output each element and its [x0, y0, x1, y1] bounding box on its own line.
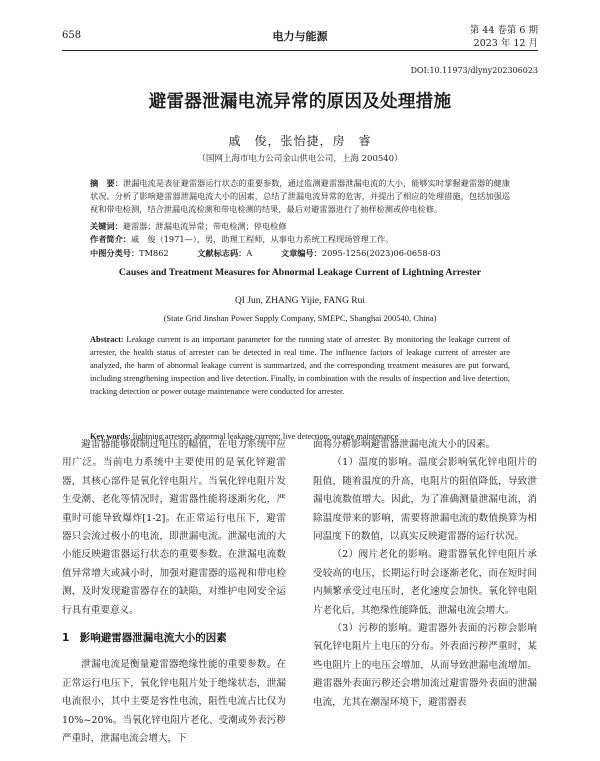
publication-date: 2023 年 12 月	[473, 38, 538, 49]
affiliation-en: (State Grid Jinshan Power Supply Company, SMEPC, Shanghai 200540, China)	[163, 313, 437, 323]
author-bio	[90, 233, 510, 246]
doi: DOI:10.11973/dlyny202306023	[410, 66, 538, 75]
body-paragraph: 泄漏电流是衡量避雷器绝缘性能的重要参数。在正常运行电压下，氧化锌电阻片处于绝缘状态，泄漏电流很小，其中主要是容性电流，阻性电流占比仅为 10%~20%。当氧化锌电阻片老化、受潮或外表污秽严重时，泄漏电流会增大，下	[62, 659, 286, 745]
header-rule	[62, 50, 538, 51]
article-number-value: 2095-1256(2023)06-0658-03	[321, 248, 441, 258]
body-paragraph: 面将分析影响避雷器泄漏电流大小的因素。	[313, 439, 496, 450]
body-column-left	[62, 436, 286, 749]
author-bio-text: 戚 俊（1971—），男，助理工程师，从事电力系统工程现场管理工作。	[130, 234, 394, 244]
keywords-en-label: Key words:	[90, 432, 131, 441]
body-paragraph: （1）温度的影响。温度会影响氧化锌电阻片的阻值，随着温度的升高，电阻片的阻值降低，导致泄漏电流数值增大。因此，为了准确测量泄漏电流，消除温度带来的影响，需要将泄漏电流的数值换算为相同温度下的数值，以真实反映避雷器的运行状况。	[313, 457, 537, 543]
abstract-cn	[90, 177, 510, 217]
clc-value: TM862	[139, 248, 169, 258]
doc-code-label: 文献标志码：	[197, 248, 247, 258]
keywords-cn-label: 关键词：	[90, 221, 123, 231]
body-paragraph: （3）污秽的影响。避雷器外表面的污秽会影响氧化锌电阻片上电压的分布。外表面污秽严重时，某些电阻片上的电压会增加，从而导致泄漏电流增加。避雷器外表面污秽还会增加流过避雷器外表面的泄漏电流，尤其在潮湿环境下，避雷器表	[313, 623, 537, 708]
affiliation-cn: （国网上海市电力公司金山供电公司，上海 200540）	[197, 154, 403, 164]
abstract-en-text: Leakage current is an important parameter for the running state of arrester. By monitoring the leakage current of arrester, the health status of arrester can be detected in real time. The influence factors of leakage current of arrester are analyzed, the harm of abnormal leakage current is summarized, and the corresponding treatment measures are put forward, including strengthening inspection and live detection. Finally, in combination with the results of inspection and live detection, tracking detection or power outage maintenance were conducted for arrester.	[90, 335, 510, 396]
authors-en: QI Jun, ZHANG Yijie, FANG Rui	[234, 296, 366, 306]
body-paragraph: （2）阀片老化的影响。避雷器氧化锌电阻片承受较高的电压，长期运行时会逐渐老化，而在短时间内频繁承受过电压时，老化速度会加快。氧化锌电阻片老化后，其绝缘性能降低，泄漏电流会增大。	[313, 549, 537, 616]
keywords-cn-text: 避雷器；泄漏电流异常；带电检测；停电检修	[122, 221, 287, 231]
body-paragraph: 避雷器能够限制过电压的幅值，在电力系统中应用广泛。当前电力系统中主要使用的是氧化锌避雷器，其核心部件是氧化锌电阻片。当氧化锌电阻片发生受潮、老化等情况时，避雷器性能将逐渐劣化，严重时可能导致爆炸[1-2]。在正常运行电压下，避雷器只会流过极小的电流，即泄漏电流。泄漏电流的大小能反映避雷器运行状态的重要参数。在泄漏电流数值异常增大或减小时，加强对避雷器的巡视和带电检测，及时发现避雷器存在的缺陷，对维护电网安全运行具有重要意义。	[62, 439, 286, 616]
section-heading-1: 1 影响避雷器泄漏电流大小的因素	[62, 632, 227, 645]
abstract-en	[90, 333, 510, 398]
journal-name: 电力与能源	[272, 30, 328, 43]
abstract-cn-text: 泄漏电流是表征避雷器运行状态的重要参数，通过监测避雷器泄漏电流的大小，能够实时掌握避雷器的健康状况。分析了影响避雷器泄漏电流大小的因素，总结了泄漏电流异常的危害，并提出了相应的处理措施，包括加强巡视和带电检测，结合泄漏电流检测和带电检测的结果，最后对避雷器进行了抽样检测或停电检修。	[90, 178, 510, 215]
article-number-label: 文章编号：	[280, 248, 322, 258]
body-column-right	[313, 436, 537, 712]
paper-title-en: Causes and Treatment Measures for Abnormal Leakage Current of Lightning Arrester	[118, 267, 482, 278]
authors-cn: 戚 俊，张怡捷，房 睿	[228, 134, 372, 148]
clc-label: 中图分类号：	[90, 248, 140, 258]
author-bio-label: 作者简介：	[90, 234, 131, 244]
clc	[90, 248, 169, 258]
article-number	[281, 248, 441, 258]
issue-info	[470, 24, 538, 50]
volume-issue: 第 44 卷第 6 期	[469, 25, 538, 36]
keywords-cn	[90, 220, 510, 233]
doc-code-value: A	[246, 248, 253, 258]
doc-code	[197, 248, 252, 258]
abstract-cn-label: 摘 要：	[90, 178, 123, 188]
page-number: 658	[62, 30, 82, 41]
abstract-en-label: Abstract:	[90, 335, 124, 344]
paper-title-cn: 避雷器泄漏电流异常的原因及处理措施	[148, 92, 452, 112]
keywords-en-text: lightning arrester; abnormal leakage current; live detection; outage maintenance	[132, 432, 399, 441]
classification-line	[90, 247, 510, 260]
